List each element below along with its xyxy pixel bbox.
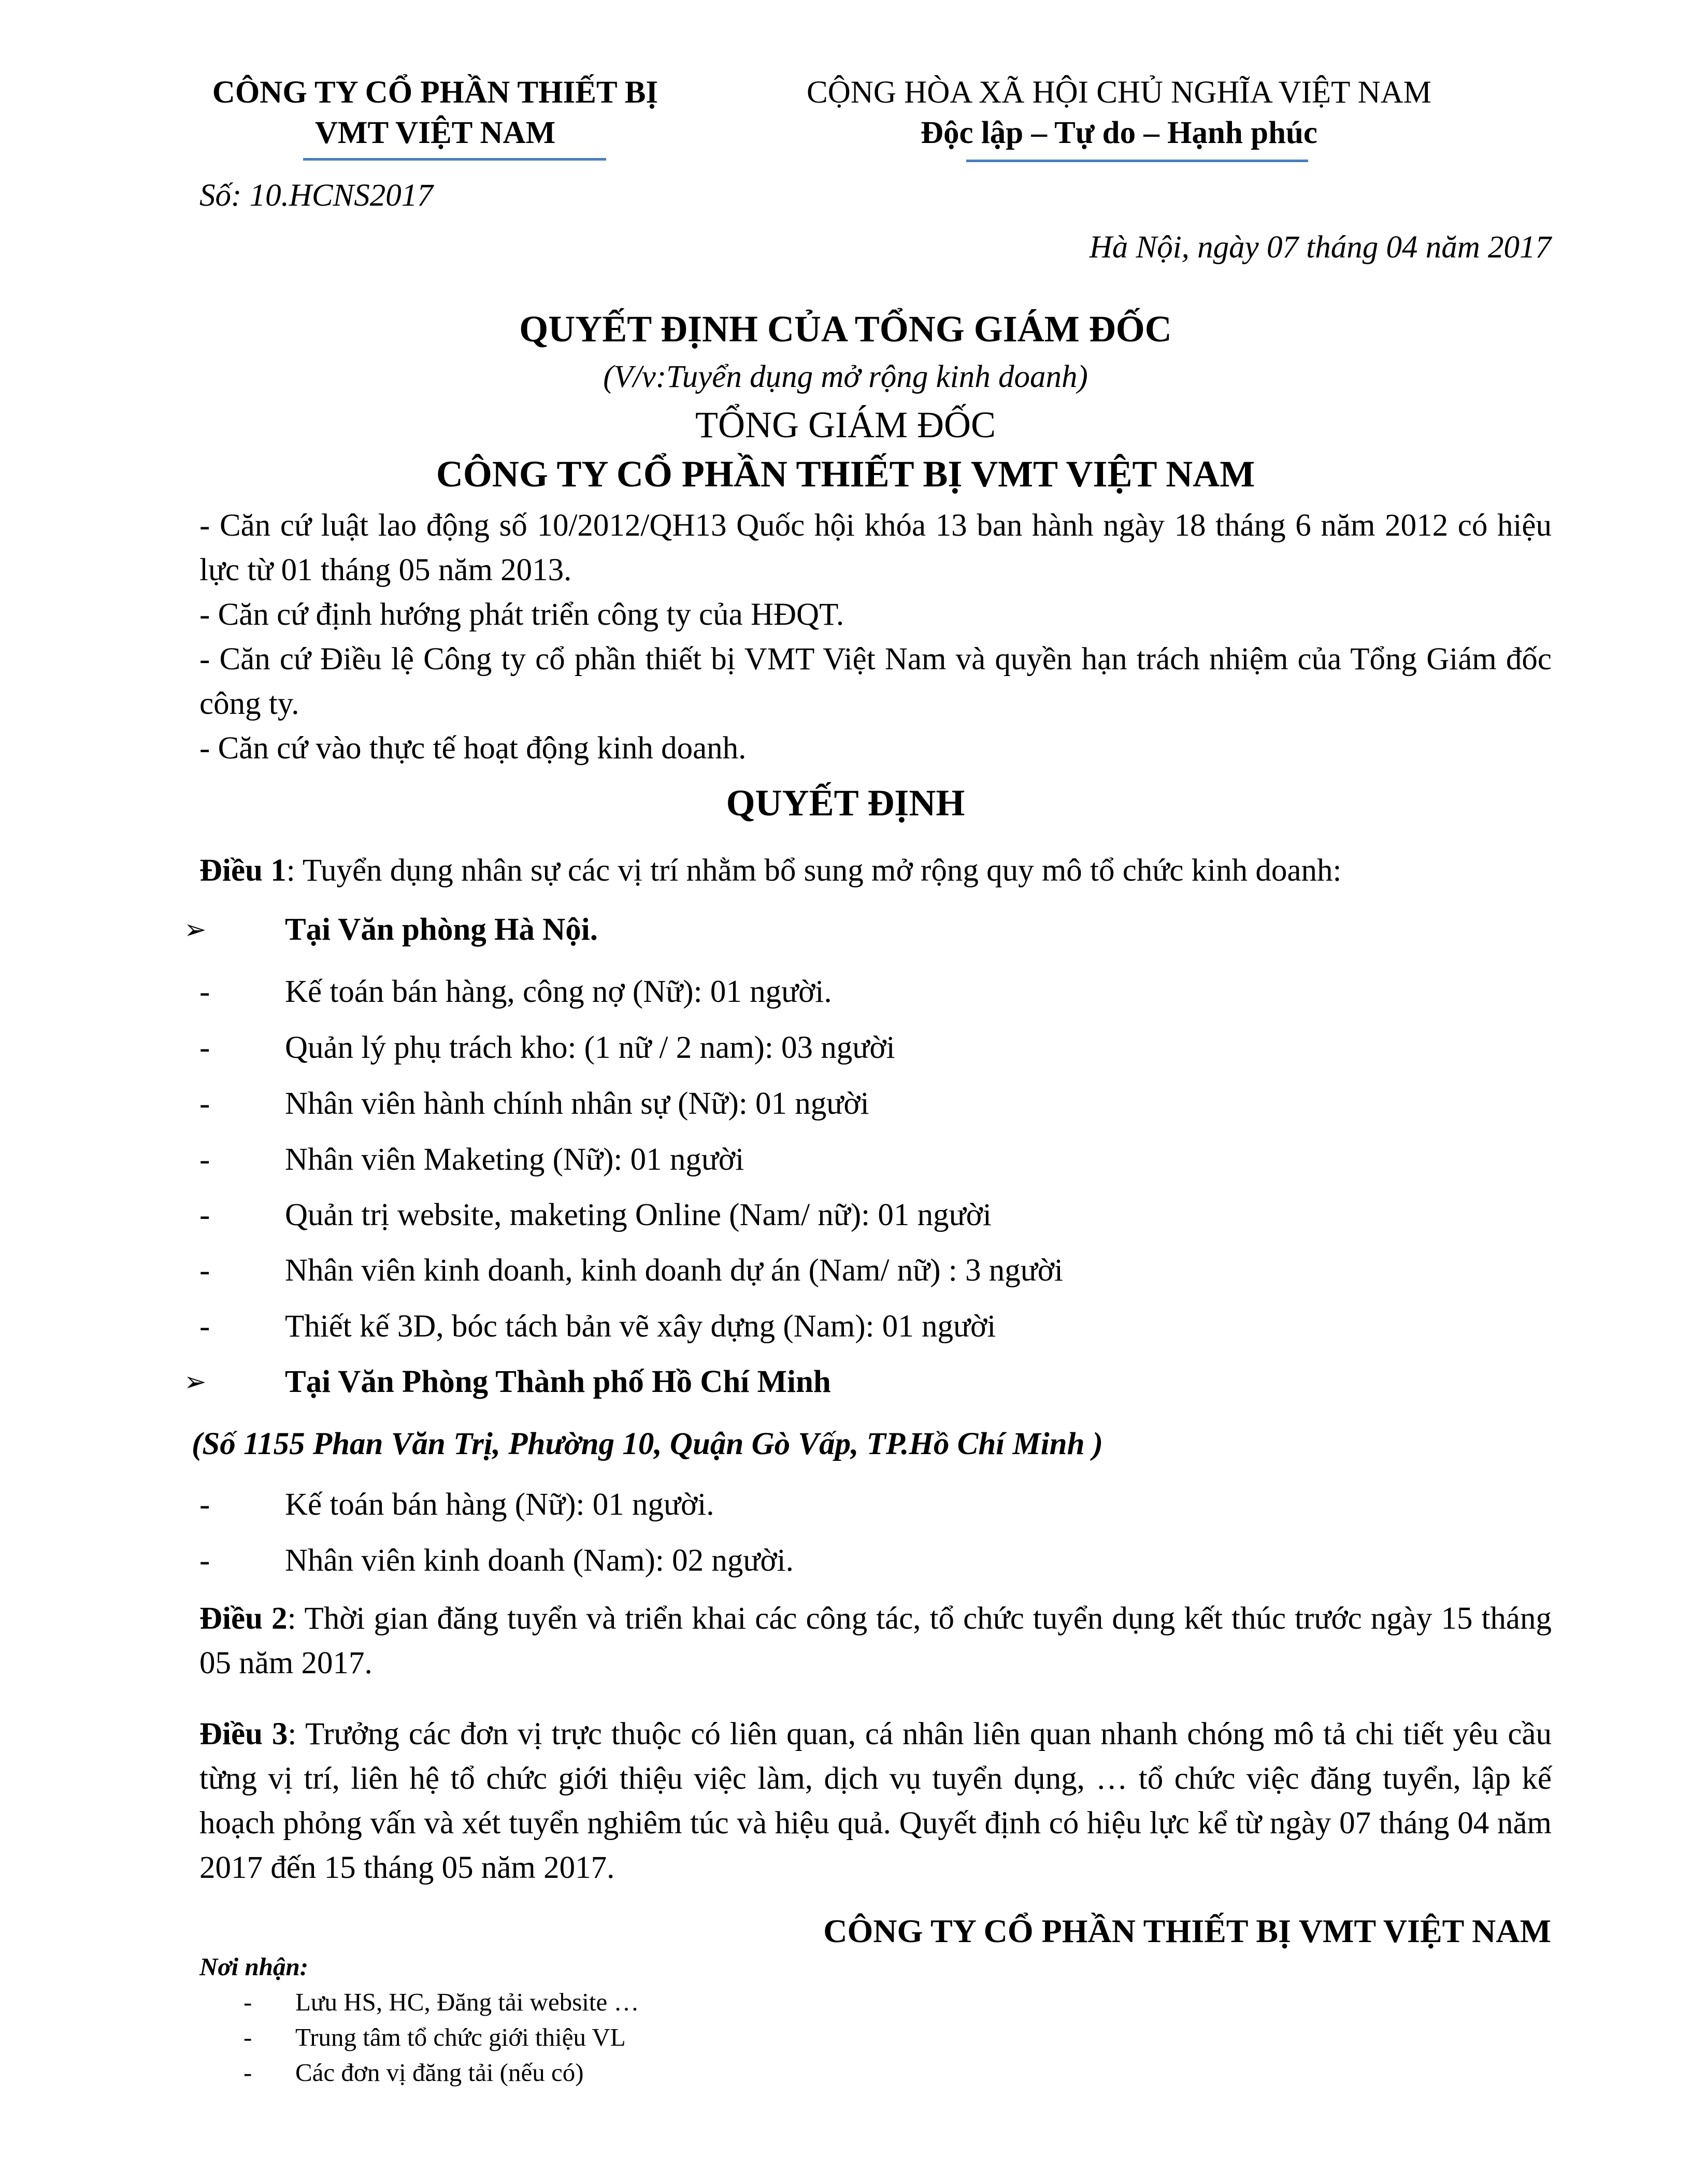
- decision-title: QUYẾT ĐỊNH CỦA TỔNG GIÁM ĐỐC: [519, 308, 1172, 350]
- authority-title: TỔNG GIÁM ĐỐC: [695, 404, 996, 446]
- authority-company: CÔNG TY CỔ PHẦN THIẾT BỊ VMT VIỆT NAM: [436, 453, 1255, 495]
- article-3-text: : Trưởng các đơn vị trực thuộc có liên quan, cá nhân liên quan nhanh chóng mô tả chi tiết yêu cầu từng vị trí, liên hệ tổ chức giới thiệu việc làm, dịch vụ tuyển dụng, … tổ chức việc đăng tuyển, lập kế hoạch phỏng vấn và xét tuyển nghiêm túc và hiệu quả. Quyết định có hiệu lực kể từ ngày 07 tháng 04 năm 2017 đến 15 tháng 05 năm 2017.: [199, 1717, 1552, 1885]
- basis-item: - Căn cứ luật lao động số 10/2012/QH13 Quốc hội khóa 13 ban hành ngày 18 tháng 6 năm 2012 có hiệu lực từ 01 tháng 05 năm 2013.: [199, 508, 1552, 587]
- document-number: Số: 10.HCNS2017: [199, 178, 433, 213]
- recipients-label: Nơi nhận:: [199, 1952, 309, 1981]
- article-1: [199, 849, 1552, 893]
- office-hcm-title: Tại Văn Phòng Thành phố Hồ Chí Minh: [285, 1364, 831, 1399]
- article-2-label: Điều 2: [199, 1601, 288, 1636]
- date-place: Hà Nội, ngày 07 tháng 04 năm 2017: [1089, 230, 1551, 265]
- arrow-icon: ➢: [184, 1367, 207, 1398]
- arrow-icon: ➢: [184, 914, 207, 945]
- article-2-text: : Thời gian đăng tuyển và triển khai các công tác, tổ chức tuyển dụng kết thúc trước ngày 15 tháng 05 năm 2017.: [199, 1601, 1552, 1680]
- article-2: [199, 1597, 1552, 1686]
- office-hanoi-title: Tại Văn phòng Hà Nội.: [285, 912, 598, 947]
- company-line1: CÔNG TY CỔ PHẦN THIẾT BỊ: [212, 75, 658, 110]
- company-line2: VMT VIỆT NAM: [314, 116, 556, 150]
- basis-item: - Căn cứ định hướng phát triển công ty của HĐQT.: [199, 597, 844, 632]
- company-name-header: [176, 73, 694, 153]
- office-hcm-address: (Số 1155 Phan Văn Trị, Phường 10, Quận Gò Vấp, TP.Hồ Chí Minh ): [192, 1427, 1104, 1461]
- basis-item: - Căn cứ Điều lệ Công ty cổ phần thiết bị VMT Việt Nam và quyền hạn trách nhiệm của Tổng Giám đốc công ty.: [199, 642, 1552, 721]
- article-3-label: Điều 3: [199, 1717, 288, 1751]
- nation-line1: CỘNG HÒA XÃ HỘI CHỦ NGHĨA VIỆT NAM: [807, 75, 1431, 110]
- article-1-text: : Tuyển dụng nhân sự các vị trí nhằm bổ sung mở rộng quy mô tổ chức kinh doanh:: [286, 853, 1342, 888]
- company-underline: [303, 158, 606, 161]
- article-1-label: Điều 1: [199, 853, 286, 888]
- basis-list: [199, 504, 1552, 771]
- nation-line2: Độc lập – Tự do – Hạnh phúc: [920, 116, 1317, 150]
- decision-heading: QUYẾT ĐỊNH: [726, 782, 965, 824]
- motto-underline: [966, 160, 1308, 162]
- national-motto: [767, 73, 1471, 153]
- signature-company: CÔNG TY CỔ PHẦN THIẾT BỊ VMT VIỆT NAM: [823, 1913, 1551, 1949]
- article-3: [199, 1712, 1552, 1890]
- decision-subject: (V/v:Tuyển dụng mở rộng kinh doanh): [603, 360, 1088, 394]
- basis-item: - Căn cứ vào thực tế hoạt động kinh doanh.: [199, 731, 747, 766]
